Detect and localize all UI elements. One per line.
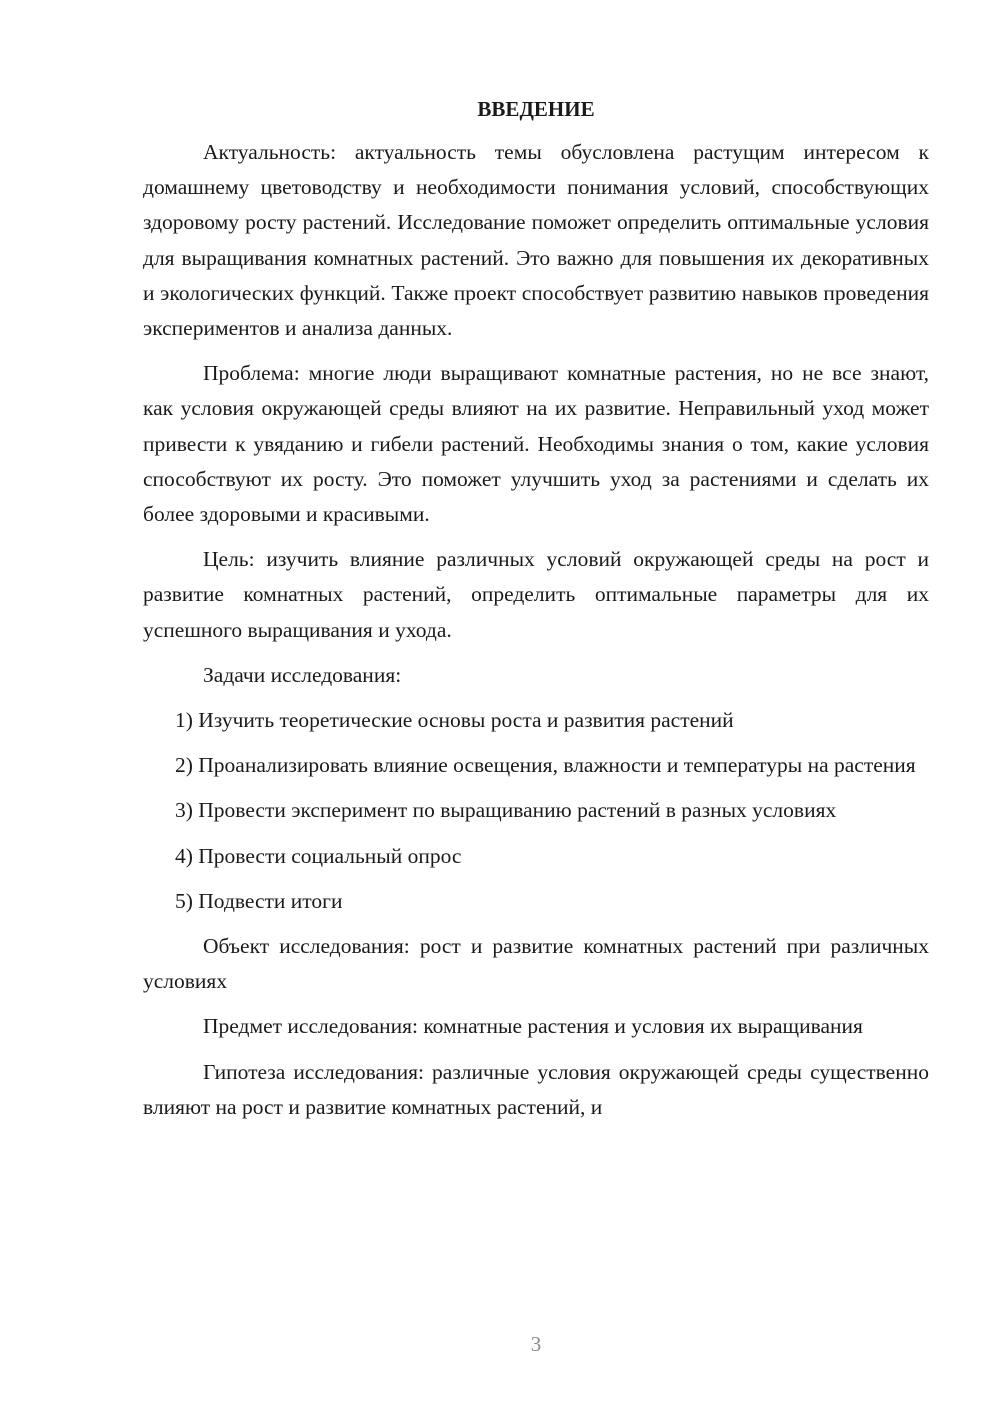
document-page (143, 92, 929, 1135)
problem-paragraph: Проблема: многие люди выращивают комнатные растения, но не все знают, как условия окружающей среды влияют на их развитие. Неправильный уход может привести к увяданию и гибели растений. Необходимы знания о том, какие условия способствуют их росту. Это поможет улучшить уход за растениями и сделать их более здоровыми и красивыми. (143, 361, 929, 527)
task-item-4: 4) Провести социальный опрос (175, 843, 462, 868)
task-item-1: 1) Изучить теоретические основы роста и развития растений (175, 708, 734, 733)
task-item-5: 5) Подвести итоги (175, 888, 343, 913)
page-number: 3 (530, 1332, 542, 1356)
goal-paragraph: Цель: изучить влияние различных условий окружающей среды на рост и развитие комнатных растений, определить оптимальные параметры для их успешного выращивания и ухода. (143, 547, 929, 642)
section-title: ВВЕДЕНИЕ (477, 97, 595, 121)
tasks-heading: Задачи исследования: (203, 662, 402, 687)
task-item-2: 2) Проанализировать влияние освещения, влажности и температуры на растения (175, 753, 916, 778)
relevance-paragraph: Актуальность: актуальность темы обусловлена растущим интересом к домашнему цветоводству и необходимости понимания условий, способствующих здоровому росту растений. Исследование поможет определить оптимальные условия для выращивания комнатных растений. Это важно для повышения их декоративных и экологических функций. Также проект способствует развитию навыков проведения экспериментов и анализа данных. (143, 140, 929, 341)
subject-paragraph: Предмет исследования: комнатные растения и условия их выращивания (203, 1014, 863, 1039)
object-paragraph: Объект исследования: рост и развитие комнатных растений при различных условиях (143, 934, 929, 994)
hypothesis-paragraph: Гипотеза исследования: различные условия окружающей среды существенно влияют на рост и развитие комнатных растений, и (143, 1059, 929, 1119)
task-item-3: 3) Провести эксперимент по выращиванию растений в разных условиях (175, 798, 837, 823)
